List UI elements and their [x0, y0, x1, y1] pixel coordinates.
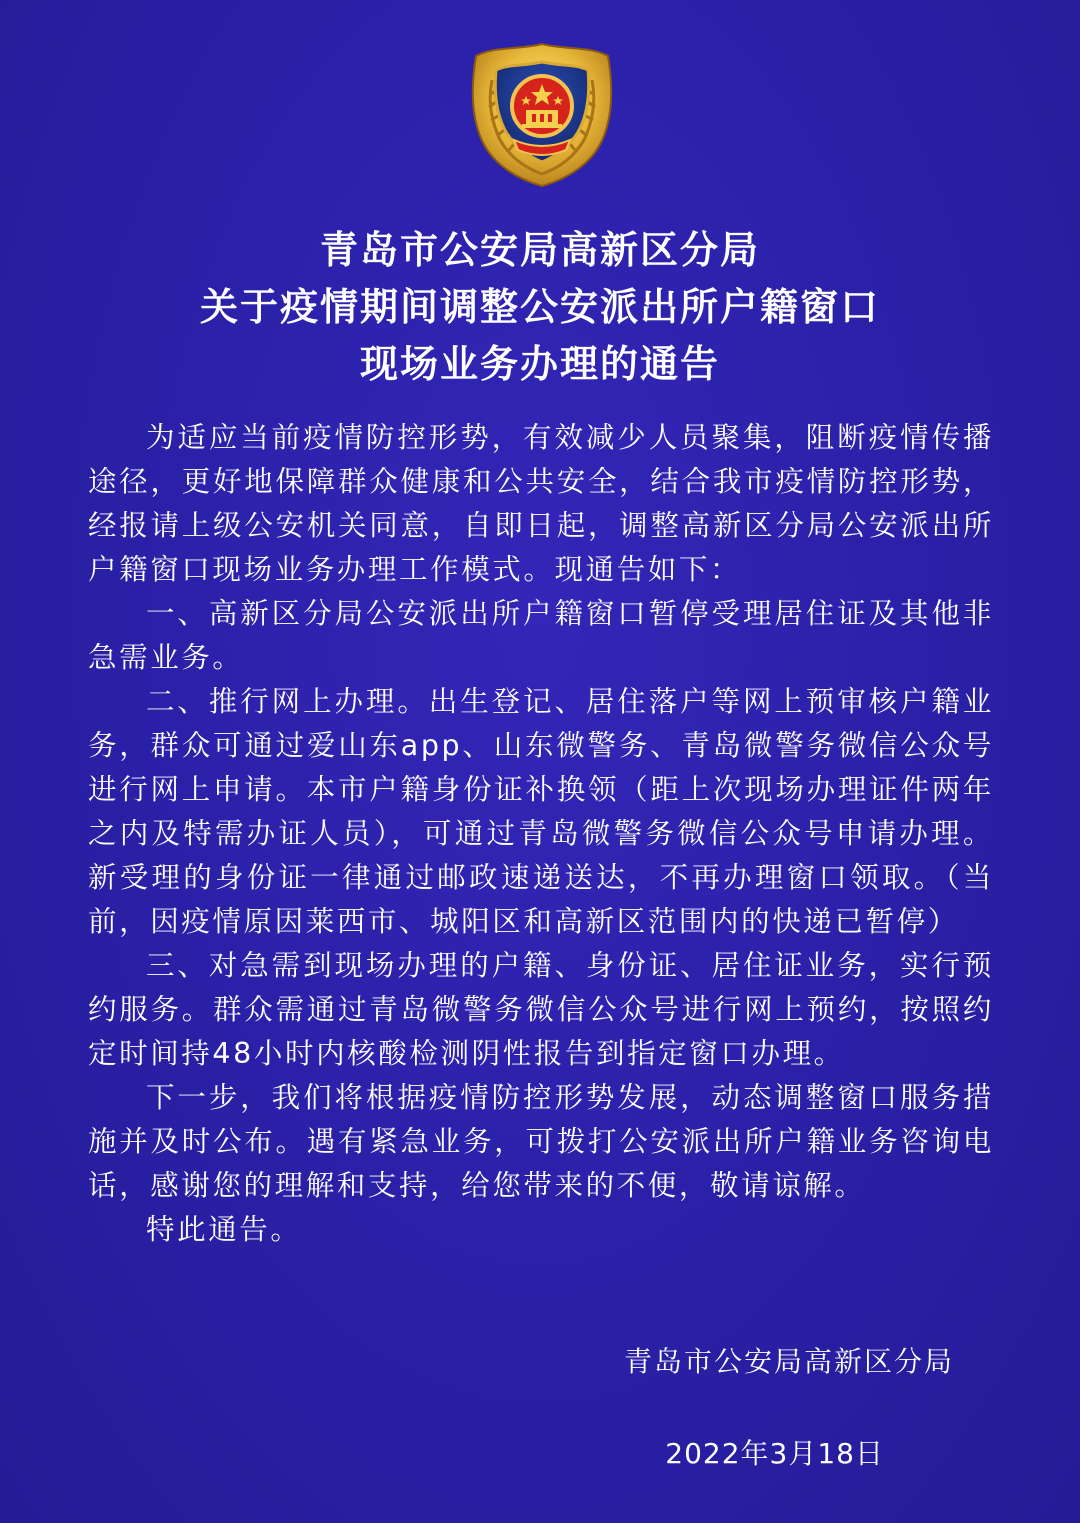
- title-line-1: 青岛市公安局高新区分局: [319, 228, 760, 272]
- title-line-3: 现场业务办理的通告: [359, 342, 720, 386]
- police-emblem-icon: [462, 40, 622, 190]
- notice-body: [88, 416, 994, 1252]
- date: 2022年3月18日: [665, 1437, 884, 1470]
- signature: 青岛市公安局高新区分局: [623, 1345, 954, 1378]
- notice-title: [0, 222, 1080, 393]
- paragraph-item-3: 三、对急需到现场办理的户籍、身份证、居住证业务，实行预约服务。群众需通过青岛微警务微信公众号进行网上预约，按照约定时间持48小时内核酸检测阴性报告到指定窗口办理。: [88, 949, 994, 1070]
- paragraph-next-step: 下一步，我们将根据疫情防控形势发展，动态调整窗口服务措施并及时公布。遇有紧急业务，可拨打公安派出所户籍业务咨询电话，感谢您的理解和支持，给您带来的不便，敬请谅解。: [88, 1081, 994, 1202]
- paragraph-intro: 为适应当前疫情防控形势，有效减少人员聚集，阻断疫情传播途径，更好地保障群众健康和公共安全，结合我市疫情防控形势，经报请上级公安机关同意，自即日起，调整高新区分局公安派出所户籍窗口现场业务办理工作模式。现通告如下：: [88, 421, 994, 586]
- paragraph-item-2: 二、推行网上办理。出生登记、居住落户等网上预审核户籍业务，群众可通过爱山东app、山东微警务、青岛微警务微信公众号进行网上申请。本市户籍身份证补换领（距上次现场办理证件两年之内及特需办证人员），可通过青岛微警务微信公众号申请办理。新受理的身份证一律通过邮政速递送达，不再办理窗口领取。（当前，因疫情原因莱西市、城阳区和高新区范围内的快递已暂停）: [88, 685, 994, 938]
- paragraph-item-1: 一、高新区分局公安派出所户籍窗口暂停受理居住证及其他非急需业务。: [88, 597, 994, 674]
- paragraph-closing: 特此通告。: [146, 1213, 302, 1246]
- title-line-2: 关于疫情期间调整公安派出所户籍窗口: [199, 285, 880, 329]
